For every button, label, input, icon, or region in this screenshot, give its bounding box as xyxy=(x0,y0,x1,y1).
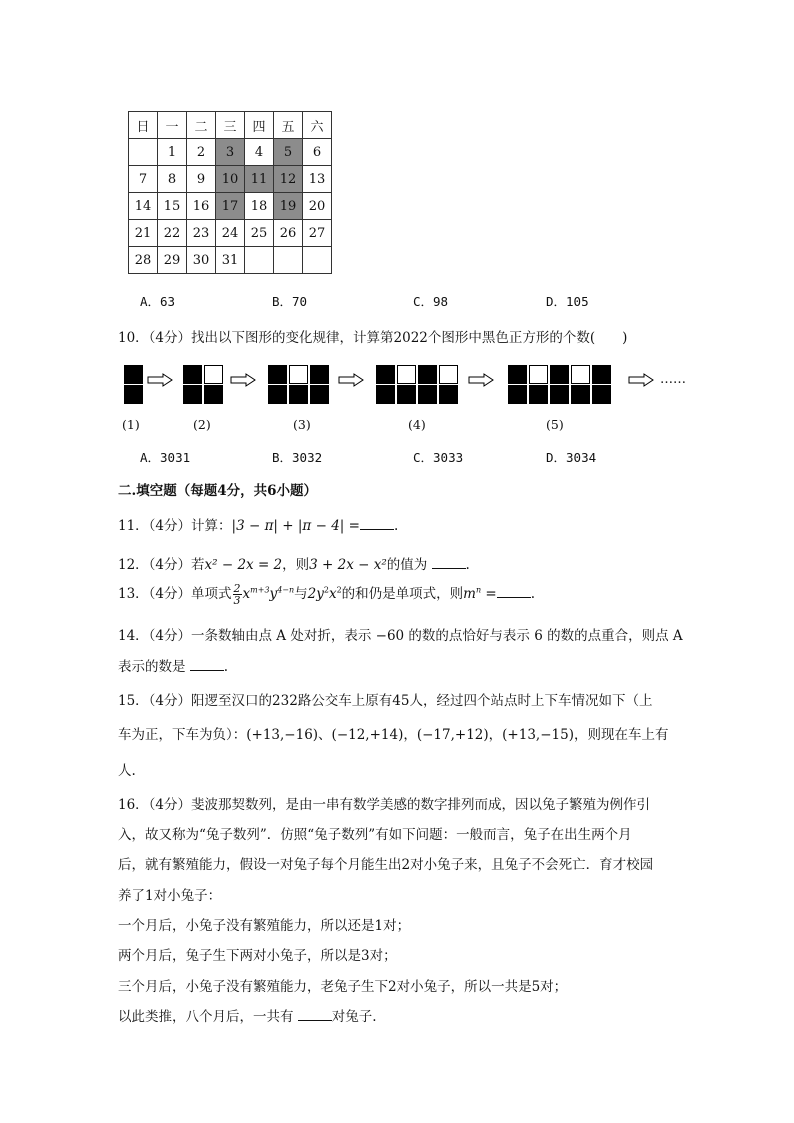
calendar-row xyxy=(129,193,332,220)
black-square xyxy=(508,365,527,384)
q9-option-c: C．98 xyxy=(413,294,449,309)
exponent: 2 xyxy=(323,585,329,595)
q9-option-b: B．70 xyxy=(272,294,308,309)
q11-question xyxy=(118,514,398,534)
arrow-right-icon xyxy=(147,373,173,387)
q15-question-line-1: 15．（4分）阳逻至汉口的232路公交车上原有45人，经过四个站点时上下车情况如下（上 xyxy=(118,693,653,709)
q11-suffix: . xyxy=(393,518,399,534)
q14-question-line-2 xyxy=(118,655,228,675)
figure-label: (1) xyxy=(122,417,140,432)
fraction: $\frac{2}{3}$ xyxy=(233,582,241,607)
black-square xyxy=(183,365,202,384)
section-heading: 二.填空题（每题4分，共6小题） xyxy=(118,483,317,499)
calendar-cell xyxy=(303,247,332,274)
q16-line: 一个月后，小兔子没有繁殖能力，所以还是1对； xyxy=(118,918,411,934)
arrow-right-icon xyxy=(338,373,364,387)
calendar-table xyxy=(128,111,332,274)
q10-option-a: A．3031 xyxy=(140,450,191,465)
q16-line: 16．（4分）斐波那契数列，是由一串有数学美感的数字排列而成，因以兔子繁殖为例作引 xyxy=(118,797,651,813)
calendar-cell: 23 xyxy=(187,220,216,247)
black-square xyxy=(418,365,437,384)
q13-tail: 的和仍是单项式，则 xyxy=(341,586,464,602)
monomial-variable: 2y xyxy=(307,586,324,602)
calendar-cell: 15 xyxy=(158,193,187,220)
arrow-right-icon xyxy=(468,373,494,387)
white-square xyxy=(397,365,416,384)
q14-suffix: . xyxy=(223,659,229,675)
calendar-header-row xyxy=(129,112,332,139)
calendar-cell: 7 xyxy=(129,166,158,193)
q9-option-d: D．105 xyxy=(546,294,589,309)
calendar-cell: 24 xyxy=(216,220,245,247)
q13-mid: 与 xyxy=(294,586,308,602)
calendar-cell: 31 xyxy=(216,247,245,274)
black-square xyxy=(529,385,548,404)
calendar-cell: 17 xyxy=(216,193,245,220)
calendar-cell: 22 xyxy=(158,220,187,247)
calendar-cell: 25 xyxy=(245,220,274,247)
calendar-header-cell: 二 xyxy=(187,112,216,139)
q16-last-suffix: 对兔子. xyxy=(331,1009,377,1025)
calendar-row xyxy=(129,247,332,274)
calendar-cell xyxy=(129,139,158,166)
q12-tail: 的值为 xyxy=(386,557,428,573)
q14-line-2-text: 表示的数是 xyxy=(118,659,186,675)
calendar-cell: 1 xyxy=(158,139,187,166)
monomial-variable: x xyxy=(328,586,337,602)
black-square xyxy=(439,385,458,404)
sequence-ellipsis: …… xyxy=(660,372,686,387)
q15-question-line-3: 人. xyxy=(118,763,136,779)
white-square xyxy=(529,365,548,384)
calendar-cell: 5 xyxy=(274,139,303,166)
black-square xyxy=(418,385,437,404)
q12-expression-1: x² − 2x = 2 xyxy=(204,557,283,573)
calendar-cell: 16 xyxy=(187,193,216,220)
calendar-cell: 11 xyxy=(245,166,274,193)
calendar-header-cell: 五 xyxy=(274,112,303,139)
calendar-row xyxy=(129,166,332,193)
q13-question xyxy=(118,582,535,606)
figure-label: (5) xyxy=(546,417,564,432)
q9-option-a: A．63 xyxy=(140,294,176,309)
q10-question: 10．（4分）找出以下图形的变化规律，计算第2022个图形中黑色正方形的个数( ) xyxy=(118,330,628,346)
black-square xyxy=(310,385,329,404)
q16-last-prefix: 以此类推，八个月后，一共有 xyxy=(118,1009,294,1025)
calendar-cell: 28 xyxy=(129,247,158,274)
calendar-header-cell: 日 xyxy=(129,112,158,139)
calendar-cell: 13 xyxy=(303,166,332,193)
calendar-header-cell: 三 xyxy=(216,112,245,139)
black-square xyxy=(592,385,611,404)
black-square xyxy=(204,385,223,404)
black-square xyxy=(550,385,569,404)
black-square xyxy=(289,385,308,404)
black-square xyxy=(397,385,416,404)
exponent: m+3 xyxy=(250,585,270,595)
q16-last-line xyxy=(118,1005,377,1025)
monomial-variable: m xyxy=(463,586,476,602)
calendar-cell: 27 xyxy=(303,220,332,247)
q12-question xyxy=(118,553,470,573)
q12-suffix: . xyxy=(465,557,470,573)
answer-blank[interactable] xyxy=(360,517,394,530)
q16-line: 三个月后，小兔子没有繁殖能力，老兔子生下2对小兔子，所以一共是5对； xyxy=(118,979,568,995)
white-square xyxy=(571,365,590,384)
calendar-cell: 12 xyxy=(274,166,303,193)
answer-blank[interactable] xyxy=(298,1008,332,1021)
calendar-row xyxy=(129,220,332,247)
black-square xyxy=(268,385,287,404)
q13-prefix: 13．（4分）单项式 xyxy=(118,586,232,602)
q15-question-line-2: 车为正，下车为负）：(+13,−16)、(−12,+14)，(−17,+12)，(+13,−15)，则现在车上有 xyxy=(118,727,669,743)
black-square xyxy=(376,365,395,384)
figure-label: (2) xyxy=(193,417,211,432)
answer-blank[interactable] xyxy=(432,556,466,569)
calendar-cell: 29 xyxy=(158,247,187,274)
q10-option-d: D．3034 xyxy=(546,450,597,465)
q16-line: 养了1对小兔子： xyxy=(118,888,222,904)
black-square xyxy=(550,365,569,384)
calendar-cell xyxy=(245,247,274,274)
q12-mid: ，则 xyxy=(282,557,310,573)
black-square xyxy=(124,385,143,404)
exponent: 2 xyxy=(336,585,342,595)
q16-line: 入，故又称为“兔子数列”．仿照“兔子数列”有如下问题：一般而言，兔子在出生两个月 xyxy=(118,827,632,843)
arrow-right-icon xyxy=(628,373,654,387)
q13-equals: = xyxy=(481,586,497,602)
black-square xyxy=(310,365,329,384)
calendar-cell: 20 xyxy=(303,193,332,220)
black-square xyxy=(571,385,590,404)
monomial-variable: y xyxy=(269,586,278,602)
calendar-cell: 4 xyxy=(245,139,274,166)
monomial-variable: x xyxy=(242,586,251,602)
calendar-cell: 3 xyxy=(216,139,245,166)
q13-suffix: . xyxy=(530,586,536,602)
black-square xyxy=(592,365,611,384)
q11-prefix: 11．（4分）计算： xyxy=(118,518,232,534)
black-square xyxy=(376,385,395,404)
exponent: 4−n xyxy=(277,585,295,595)
figure-label: (3) xyxy=(293,417,311,432)
calendar-header-cell: 四 xyxy=(245,112,274,139)
calendar-cell: 8 xyxy=(158,166,187,193)
calendar-cell: 2 xyxy=(187,139,216,166)
black-square xyxy=(124,365,143,384)
black-square xyxy=(183,385,202,404)
answer-blank[interactable] xyxy=(497,585,531,598)
calendar-cell: 21 xyxy=(129,220,158,247)
q14-question-line-1: 14．（4分）一条数轴由点 A 处对折，表示 −60 的数的点恰好与表示 6 的数的点重合，则点 A xyxy=(118,628,683,644)
calendar-cell: 9 xyxy=(187,166,216,193)
calendar-cell: 19 xyxy=(274,193,303,220)
q16-line: 后，就有繁殖能力，假设一对兔子每个月能生出2对小兔子来，且兔子不会死亡．育才校园 xyxy=(118,857,654,873)
white-square xyxy=(289,365,308,384)
q16-line: 两个月后，兔子生下两对小兔子，所以是3对； xyxy=(118,948,397,964)
calendar-cell: 10 xyxy=(216,166,245,193)
answer-blank[interactable] xyxy=(190,658,224,671)
q12-prefix: 12．（4分）若 xyxy=(118,557,205,573)
calendar-cell: 26 xyxy=(274,220,303,247)
black-square xyxy=(508,385,527,404)
calendar-cell: 14 xyxy=(129,193,158,220)
black-square xyxy=(268,365,287,384)
q10-option-b: B．3032 xyxy=(272,450,323,465)
calendar-cell: 6 xyxy=(303,139,332,166)
calendar-cell: 18 xyxy=(245,193,274,220)
white-square xyxy=(439,365,458,384)
q12-expression-2: 3 + 2x − x² xyxy=(309,557,387,573)
arrow-right-icon xyxy=(230,373,256,387)
calendar-row xyxy=(129,139,332,166)
white-square xyxy=(204,365,223,384)
figure-label: (4) xyxy=(408,417,426,432)
calendar-header-cell: 六 xyxy=(303,112,332,139)
calendar-header-cell: 一 xyxy=(158,112,187,139)
calendar-cell: 30 xyxy=(187,247,216,274)
q10-option-c: C．3033 xyxy=(413,450,464,465)
calendar-cell xyxy=(274,247,303,274)
q11-expression: |3 − π| + |π − 4| = xyxy=(231,518,360,534)
exponent: n xyxy=(475,585,482,595)
